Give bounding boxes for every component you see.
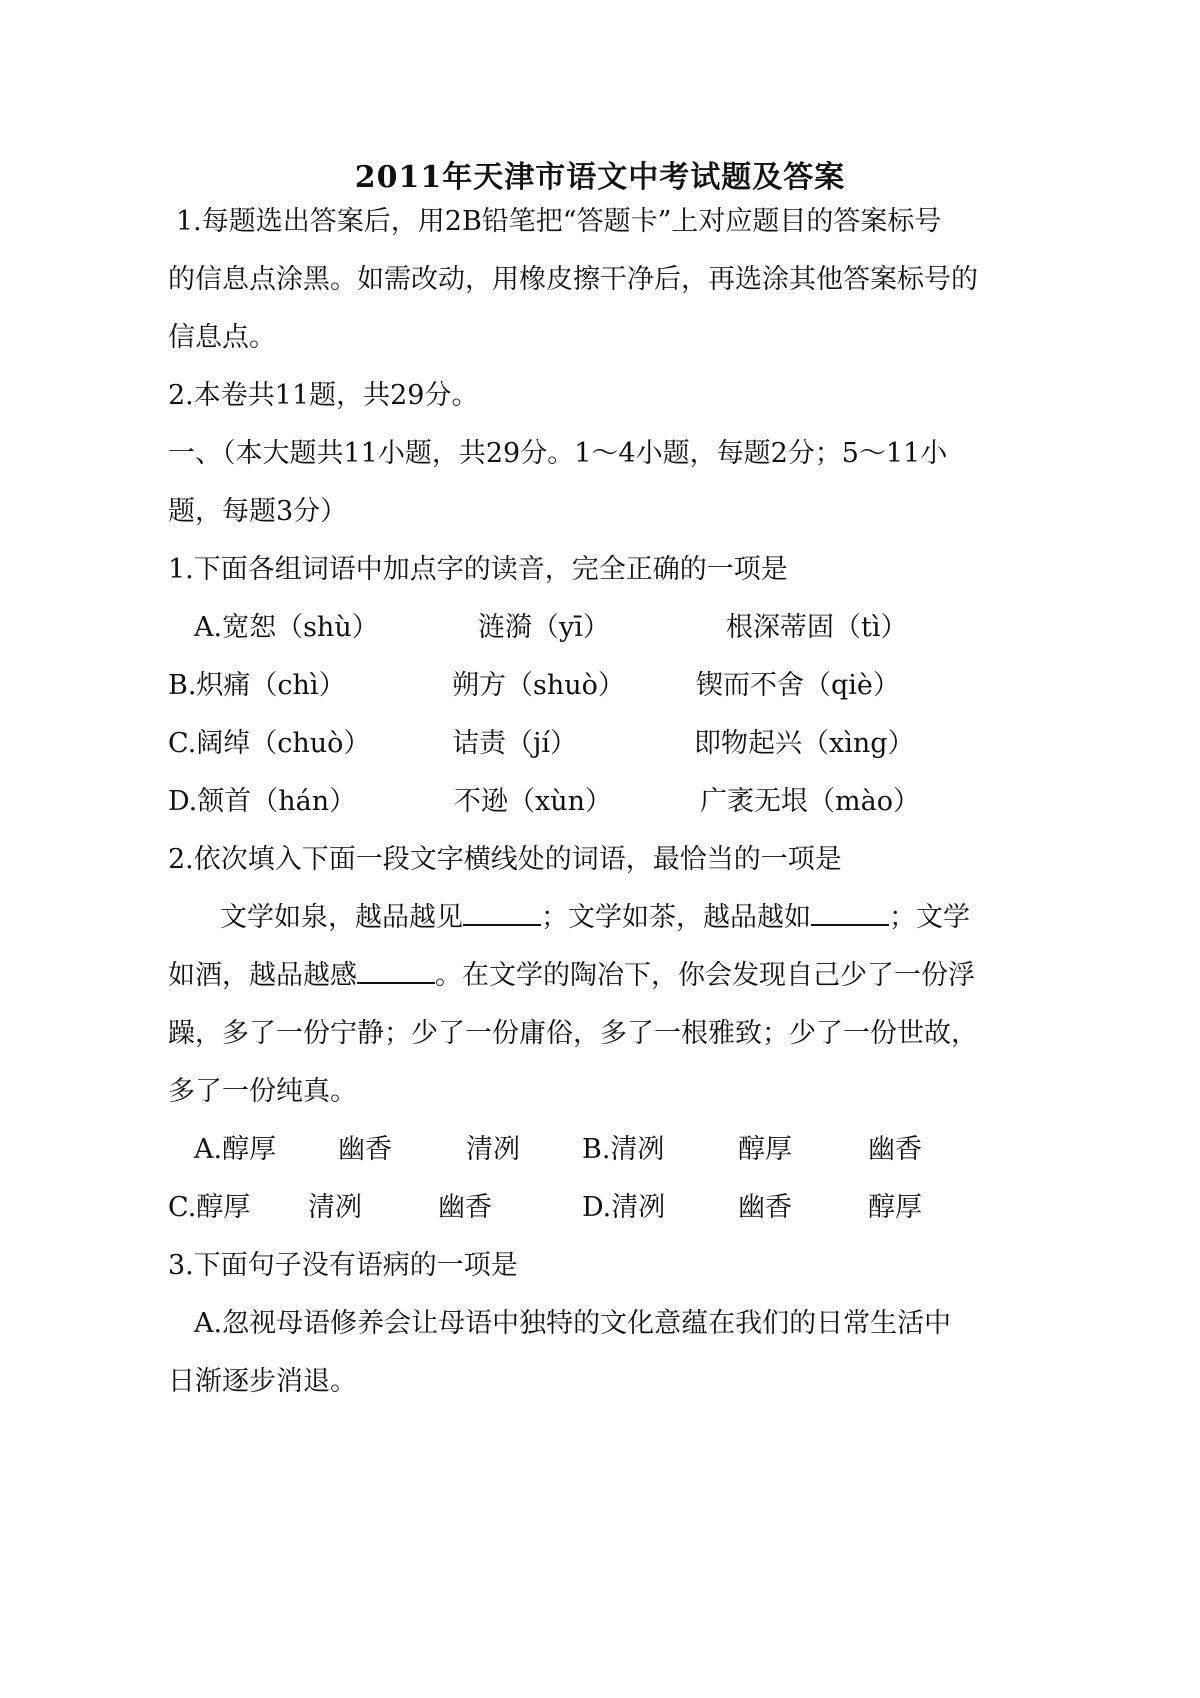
q1-stem: 1.下面各组词语中加点字的读音，完全正确的一项是 xyxy=(168,554,788,585)
q1-option-d-2: 不逊（xùn） xyxy=(454,786,613,817)
q1-option-b-2: 朔方（shuò） xyxy=(452,670,625,701)
q2-option-c-word-1: C.醇厚 xyxy=(168,1192,251,1223)
q2-passage-text-2b: 。在文学的陶冶下，你会发现自己少了一份浮 xyxy=(435,960,975,991)
q3-option-a-line-1: A.忽视母语修养会让母语中独特的文化意蕴在我们的日常生活中 xyxy=(194,1308,952,1339)
q1-option-c-3: 即物起兴（xìng） xyxy=(694,728,915,759)
q2-passage-text-1c: ；文学 xyxy=(889,902,970,933)
q1-option-a-2: 涟漪（yī） xyxy=(478,612,610,643)
q3-stem: 3.下面句子没有语病的一项是 xyxy=(168,1250,518,1281)
q2-stem: 2.依次填入下面一段文字横线处的词语，最恰当的一项是 xyxy=(168,844,842,875)
q2-option-b-word-3: 幽香 xyxy=(868,1134,922,1165)
q3-option-a-line-2: 日渐逐步消退。 xyxy=(168,1366,357,1397)
q2-passage-line-2 xyxy=(168,956,975,996)
q2-option-a-word-3: 清冽 xyxy=(466,1134,520,1165)
instruction-2: 2.本卷共11题，共29分。 xyxy=(168,380,479,411)
instruction-1-line-3: 信息点。 xyxy=(168,322,276,353)
q2-passage-line-4: 多了一份纯真。 xyxy=(168,1076,357,1107)
q1-option-a-3: 根深蒂固（tì） xyxy=(726,612,908,643)
page-title: 2011年天津市语文中考试题及答案 xyxy=(354,160,846,195)
q1-option-c-2: 诘责（jí） xyxy=(452,728,578,759)
q2-blank-2 xyxy=(811,898,889,926)
q2-option-b-word-2: 醇厚 xyxy=(738,1134,792,1165)
instruction-1-line-2: 的信息点涂黑。如需改动，用橡皮擦干净后，再选涂其他答案标号的 xyxy=(168,264,978,295)
q2-passage-text-2a: 如酒，越品越感 xyxy=(168,960,357,991)
q2-passage-text-1b: ；文学如茶，越品越如 xyxy=(541,902,811,933)
q1-option-c-1: C.阔绰（chuò） xyxy=(168,728,371,759)
q2-passage-line-3: 躁，多了一份宁静；少了一份庸俗，多了一根雅致；少了一份世故， xyxy=(168,1018,978,1049)
q1-option-d-3: 广袤无垠（mào） xyxy=(700,786,920,817)
section-header-line-1: 一、（本大题共11小题，共29分。1～4小题，每题2分；5～11小 xyxy=(168,438,948,469)
q1-option-d-1: D.颔首（hán） xyxy=(168,786,357,817)
q2-option-d-word-3: 醇厚 xyxy=(868,1192,922,1223)
q2-option-d-word-2: 幽香 xyxy=(738,1192,792,1223)
q2-passage-text-1a: 文学如泉，越品越见 xyxy=(220,902,463,933)
q1-option-b-1: B.炽痛（chì） xyxy=(168,670,346,701)
q2-option-a-word-1: A.醇厚 xyxy=(194,1134,277,1165)
q1-option-a-1: A.宽恕（shù） xyxy=(194,612,379,643)
q2-blank-1 xyxy=(463,898,541,926)
q1-option-b-3: 锲而不舍（qiè） xyxy=(696,670,900,701)
instruction-1-line-1: 1.每题选出答案后，用2B铅笔把“答题卡”上对应题目的答案标号 xyxy=(176,206,942,237)
q2-option-a-word-2: 幽香 xyxy=(338,1134,392,1165)
q2-option-c-word-3: 幽香 xyxy=(438,1192,492,1223)
q2-option-c-word-2: 清冽 xyxy=(308,1192,362,1223)
section-header-line-2: 题，每题3分） xyxy=(168,496,348,527)
q2-option-b-word-1: B.清冽 xyxy=(582,1134,665,1165)
q2-blank-3 xyxy=(357,956,435,984)
q2-passage-line-1 xyxy=(220,898,970,938)
q2-option-d-word-1: D.清冽 xyxy=(582,1192,666,1223)
